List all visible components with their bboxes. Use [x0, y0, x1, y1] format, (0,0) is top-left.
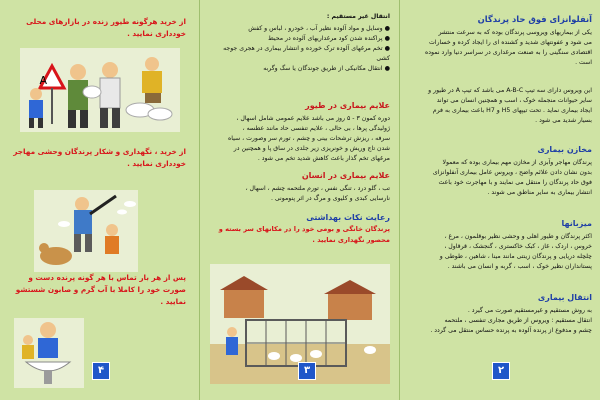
- indirect-transmission-list: [210, 24, 390, 74]
- reservoir-text: پرندگان مهاجر وآبزی از مخازن مهم بیماری بوده که معمولا بدون نشان دادن علائم واضح ، ویروس عامل بیماری آنفلوانزای فوق حاد پرندگان را منتقل می نمایند و با مهاجرت خود باعث انتشار بیماری به سایر مناطق می شوند .: [432, 159, 592, 196]
- indirect-transmission-title: انتقال غیر مستقیم :: [326, 13, 390, 20]
- transmission-title: انتقال بیماری: [537, 293, 592, 302]
- hunting-illustration: [34, 190, 138, 272]
- reservoir-title: مخازن بیماری: [537, 145, 592, 154]
- warning-wash-hands: پس از هر بار تماس با هر گونه پرنده دست و صورت خود را کاملا با آب گرم و صابون شستشو نمایید .: [15, 273, 186, 306]
- warning-live-birds: از خرید هرگونه طیور زنده در بازارهای محلی خودداری نمایید .: [26, 17, 186, 38]
- hygiene-text: پرندگان خانگی و بومی خود را در مکانهای سر بسته و محصور نگهداری نمایید .: [218, 225, 390, 244]
- intro-text: یکی از بیماریهای ویروسی پرندگان بوده که به سرعت منتشر می شود و عفونتهای شدید و کشنده ای را ایجاد کرده و خسارات اقتصادی سنگینی را به صنعت مرغداری در سراسر دنیا وارد نموده است .: [425, 29, 592, 66]
- bird-symptoms-text: دوره کمون ۳ - ۵ روز می باشد علایم عمومی شامل اسهال ، ژولیدگی پرها ، بی حالی ، علایم تنفسی حاد مانند عطسه ، سرفه ، ریزش ترشحات بینی و چشم ، تورم سر وصورت ، سیاه شدن تاج وریش و خونریزی زیر جلدی در ساق پا و همچنین در مرغهای تخم گذار باعث کاهش شدید تخم می شود .: [228, 115, 390, 162]
- list-item: ● تخم مرغهای آلوده ترک خورده و انتشار بیماری در هجری جوجه کشی: [223, 45, 390, 62]
- list-item: ● انتقال مکانیکی از طریق جوندگان یا سگ وگربه: [263, 65, 390, 72]
- svg-text:A: A: [39, 74, 47, 87]
- page-number-2: ۲: [492, 362, 510, 380]
- warning-wild-birds: از خرید ، نگهداری و شکار پرندگان وحشی مهاجر خودداری نمایید .: [13, 147, 186, 168]
- hosts-text: اکثر پرندگان و طیور اهلی و وحشی نظیر بوقلمون ، مرغ ، خروس ، اردک ، غاز ، کبک خاکستری ، گنجشک ، قرقاول ، چلچله دریایی و پرندگان زینتی مانند مینا ، شاهین ، طوطی و پستانداران نظیر خوک ، اسب ، گربه و انسان می باشند .: [439, 233, 592, 270]
- washing-illustration: [14, 318, 84, 388]
- list-item: ● پراکنده شدن کود مرغداریهای آلوده در محیط: [267, 35, 390, 42]
- list-item: ● وسایل و مواد آلوده نظیر آب ، خودرو ، لباس و کفش: [248, 25, 390, 32]
- bird-symptoms-title: علایم بیماری در طیور: [305, 101, 390, 110]
- human-symptoms-title: علایم بیماری در انسان: [301, 171, 390, 180]
- transmission-text: به روش مستقیم و غیرمستقیم صورت می گیرد . انتقال مستقیم : ویروس از طریق مجاری تنفسی ، ملتحمه چشم و مدفوع از پرنده آلوده به پرنده حساس منتقل می گردد .: [430, 307, 592, 334]
- page-number-3: ۳: [298, 362, 316, 380]
- hygiene-title: رعایت نکات بهداشتی: [306, 213, 390, 222]
- market-illustration: [20, 48, 180, 132]
- column-divider: [199, 0, 200, 400]
- middle-column: [204, 0, 396, 400]
- left-column: [0, 0, 194, 400]
- right-column: [402, 0, 600, 400]
- page-number-4: ۴: [92, 362, 110, 380]
- column-divider: [399, 0, 400, 400]
- virus-types-text: این ویروس دارای سه تیپ A-B-C می باشد که تیپ A در طیور و سایر حیوانات منجمله خوک ، اسب و همچنین انسان می تواند ایجاد بیماری نماید . تحت تیپهای H5 و H7 باعث بیماری به فرم بسیار شدید می شود .: [428, 87, 592, 124]
- main-title: آنفلوانزای فوق حاد پرندگان: [477, 14, 592, 24]
- hosts-title: میزبانها: [561, 219, 592, 228]
- human-symptoms-text: تب ، گلو درد ، تنگی نفس ، تورم ملتحمه چشم ، اسهال ، نارسایی کبدی و کلیوی و مرگ در اثر پنومونی .: [245, 185, 390, 202]
